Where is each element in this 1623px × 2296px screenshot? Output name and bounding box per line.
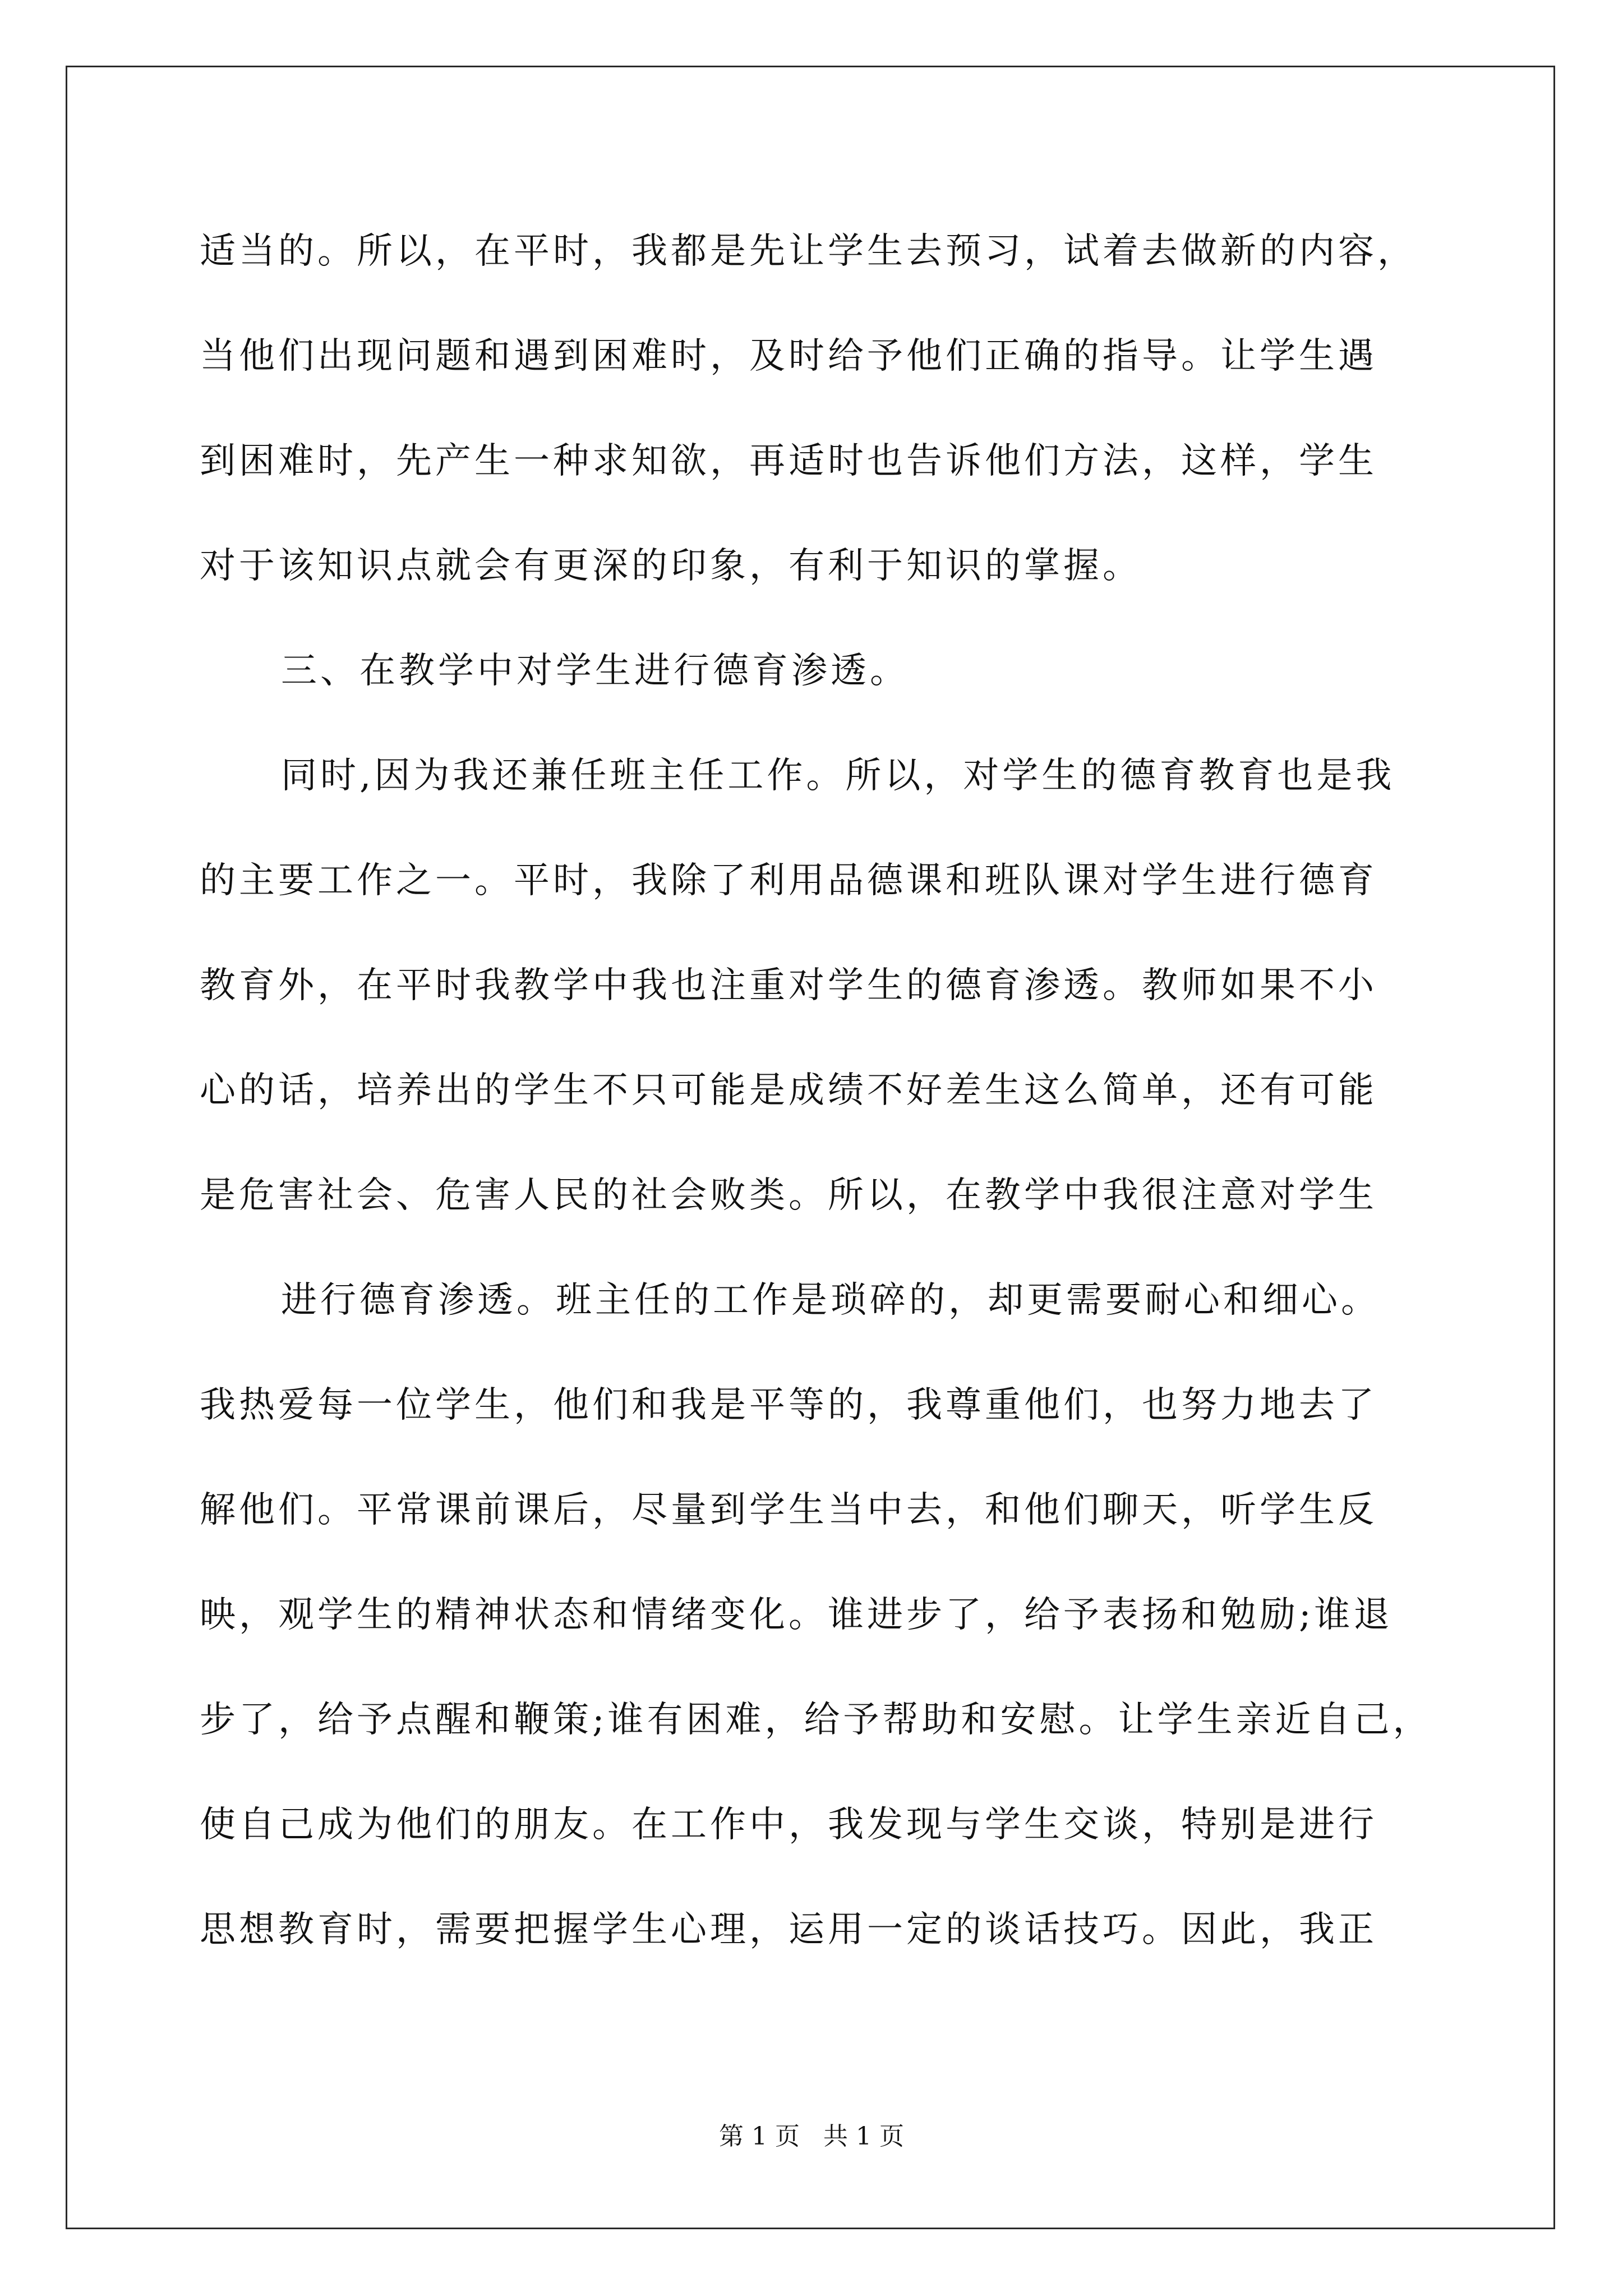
text-line: 心的话，培养出的学生不只可能是成绩不好差生这么简单，还有可能 — [200, 1070, 1377, 1111]
text-line: 的主要工作之一。平时，我除了利用品德课和班队课对学生进行德育 — [200, 860, 1377, 901]
text-line: 对于该知识点就会有更深的印象，有利于知识的掌握。 — [200, 545, 1142, 587]
text-line: 我热爱每一位学生，他们和我是平等的，我尊重他们，也努力地去了 — [200, 1384, 1377, 1426]
text-line: 使自己成为他们的朋友。在工作中，我发现与学生交谈，特别是进行 — [200, 1804, 1377, 1846]
text-line: 解他们。平常课前课后，尽量到学生当中去，和他们聊天，听学生反 — [200, 1489, 1377, 1531]
text-line: 当他们出现问题和遇到困难时，及时给予他们正确的指导。让学生遇 — [200, 335, 1377, 377]
text-line: 思想教育时，需要把握学生心理，运用一定的谈话技巧。因此，我正 — [200, 1909, 1377, 1950]
text-line: 到困难时，先产生一种求知欲，再适时也告诉他们方法，这样，学生 — [200, 440, 1377, 482]
text-line: 进行德育渗透。班主任的工作是琐碎的，却更需要耐心和细心。 — [281, 1280, 1380, 1321]
text-line: 适当的。所以，在平时，我都是先让学生去预习，试着去做新的内容， — [200, 231, 1417, 272]
text-line: 步了，给予点醒和鞭策;谁有困难，给予帮助和安慰。让学生亲近自己， — [200, 1699, 1432, 1741]
section-heading: 三、在教学中对学生进行德育渗透。 — [281, 650, 909, 692]
text-line: 映，观学生的精神状态和情绪变化。谁进步了，给予表扬和勉励;谁退 — [200, 1594, 1393, 1636]
text-line: 教育外，在平时我教学中我也注重对学生的德育渗透。教师如果不小 — [200, 965, 1377, 1006]
page-number-footer: 第 1 页 共 1 页 — [719, 2122, 904, 2151]
text-line: 是危害社会、危害人民的社会败类。所以，在教学中我很注意对学生 — [200, 1175, 1377, 1216]
text-line: 同时,因为我还兼任班主任工作。所以，对学生的德育教育也是我 — [281, 755, 1395, 797]
